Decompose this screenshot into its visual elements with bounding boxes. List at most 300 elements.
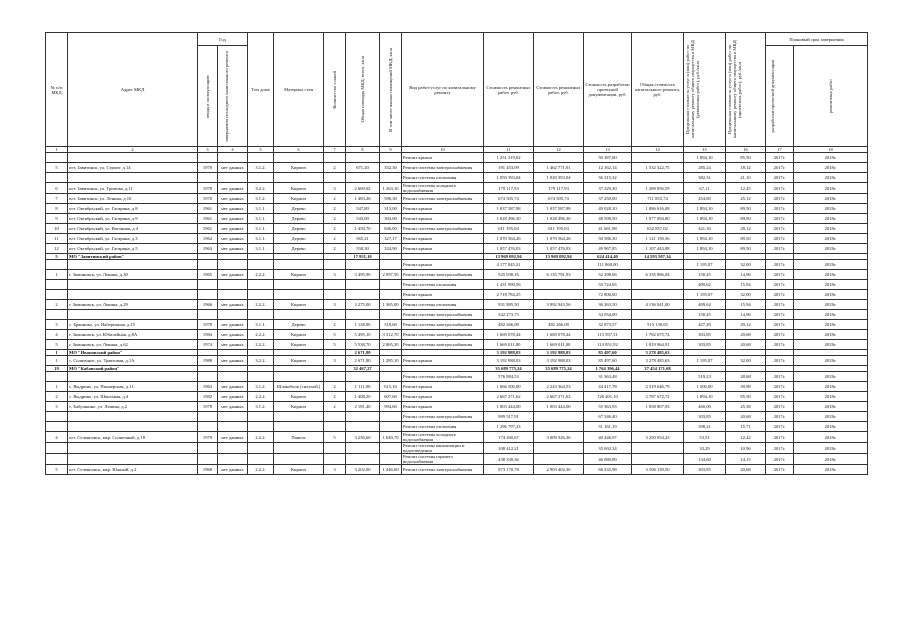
cell-cost-works-2 xyxy=(534,153,584,163)
cell-limit-cost-2: 29,12 xyxy=(726,320,766,330)
cell-address: пгт. Селенгинск, мкр. Южный, д.2 xyxy=(68,465,198,475)
col-number: 13 xyxy=(584,147,632,153)
cell-total-area: 5 538,70 xyxy=(346,340,380,350)
table-row xyxy=(46,465,868,475)
cell-total-area: 3 202,00 xyxy=(346,465,380,475)
cell-term-design: 2017г. xyxy=(766,234,794,244)
cell-limit-cost-1: 303,85 xyxy=(684,465,726,475)
cell-limit-cost-2: 20,68 xyxy=(726,330,766,340)
cell-year-commissioning xyxy=(198,454,218,465)
cell-address: г. Зиминовск, ул. Ленина, д.30 xyxy=(68,270,198,280)
cell-address: с. Выдрино, ул. Пионерская, д.11 xyxy=(68,382,198,392)
col-number: 2 xyxy=(68,147,198,153)
cell-floors xyxy=(324,422,346,432)
cell-cost-works-2: 1 669 011,00 xyxy=(534,340,584,350)
table-row xyxy=(46,183,868,194)
cell-cost-works-1: 674 505,74 xyxy=(484,194,534,204)
cell-year-last-repair: нет данных xyxy=(218,402,248,412)
table-row xyxy=(46,234,868,244)
cell-num: 10 xyxy=(46,224,68,234)
cell-total-area: 558,30 xyxy=(346,244,380,254)
cell-year-last-repair: нет данных xyxy=(218,183,248,194)
cell-year-commissioning: 1970 xyxy=(198,163,218,173)
cell-floors: 5 xyxy=(324,340,346,350)
cell-residential-area: 1 263,10 xyxy=(380,183,402,194)
cell-floors: 2 xyxy=(324,382,346,392)
cell-term-design: 2017г. xyxy=(766,153,794,163)
cell-term-design: 2017г. xyxy=(766,320,794,330)
cell-limit-cost-2: 89,50 xyxy=(726,244,766,254)
cell-term-design: 2017г. xyxy=(766,412,794,422)
col-header-cost-works-2: Стоимость ремонтных работ, руб. xyxy=(534,33,584,147)
col-number: 11 xyxy=(484,147,534,153)
cell-work-type: Ремонт крыши xyxy=(402,153,484,163)
cell-cost-design: 111 868,00 xyxy=(584,260,632,270)
cell-cost-total xyxy=(632,422,684,432)
cell-term-repair: 2018г. xyxy=(794,224,868,234)
cell-cost-total xyxy=(632,412,684,422)
cell-total-area: 1 408,20 xyxy=(346,392,380,402)
cell-residential-area xyxy=(380,412,402,422)
cell-limit-cost-1: 1 195,07 xyxy=(684,290,726,300)
cell-term-repair: 2018г. xyxy=(794,244,868,254)
cell-num xyxy=(46,443,68,454)
cell-num: 6 xyxy=(46,183,68,194)
col-number: 5 xyxy=(248,147,274,153)
cell-limit-cost-2: 14,96 xyxy=(726,310,766,320)
col-number: 14 xyxy=(632,147,684,153)
cell-term-design: 2017г. xyxy=(766,173,794,183)
cell-cost-design: 1 764 396,44 xyxy=(584,366,632,372)
table-row xyxy=(46,432,868,443)
cell-cost-design: 51 161,19 xyxy=(584,422,632,432)
cell-num: 4 xyxy=(46,330,68,340)
cell-term-design: 2017г. xyxy=(766,290,794,300)
cell-year-last-repair: нет данных xyxy=(218,214,248,224)
cell-limit-cost-1: 519,23 xyxy=(684,372,726,382)
cell-total-area xyxy=(346,443,380,454)
cell-wall-material: Кирпич xyxy=(274,392,324,402)
cell-cost-works-2: 1 037 587,98 xyxy=(534,204,584,214)
cell-cost-total: 1 289 056,59 xyxy=(632,183,684,194)
cell-term-repair: 2018г. xyxy=(794,260,868,270)
cell-house-type xyxy=(248,153,274,163)
cell-wall-material: Панель xyxy=(274,432,324,443)
cell-cost-works-1: 4 177 845,21 xyxy=(484,260,534,270)
cell-limit-cost-1: 1 500,00 xyxy=(684,382,726,392)
cell-year-commissioning: 1963 xyxy=(198,244,218,254)
cell-term-repair: 2018г. xyxy=(794,402,868,412)
cell-cost-works-1: 108 412,21 xyxy=(484,443,534,454)
cell-num xyxy=(46,280,68,290)
cell-limit-cost-1: 421,30 xyxy=(684,224,726,234)
cell-term-design: 2017г. xyxy=(766,422,794,432)
table-row xyxy=(46,443,868,454)
cell-cost-design: 48 598,50 xyxy=(584,214,632,224)
cell-cost-design: 37 229,30 xyxy=(584,183,632,194)
cell-year-last-repair xyxy=(218,454,248,465)
cell-work-type: Ремонт системы отопления xyxy=(402,173,484,183)
cell-term-repair: 2018г. xyxy=(794,270,868,280)
cell-cost-total xyxy=(632,454,684,465)
cell-year-commissioning: 1982 xyxy=(198,392,218,402)
cell-limit-cost-1: 150,45 xyxy=(684,270,726,280)
cell-work-type: Ремонт крыши xyxy=(402,204,484,214)
cell-limit-cost-2: 32,00 xyxy=(726,356,766,366)
cell-year-last-repair: нет данных xyxy=(218,224,248,234)
cell-address xyxy=(68,260,198,270)
cell-residential-area xyxy=(380,310,402,320)
cell-cost-total: 2 319 646,79 xyxy=(632,382,684,392)
cell-limit-cost-1: 1 894,10 xyxy=(684,204,726,214)
cell-num xyxy=(46,372,68,382)
col-header-residential-area: В том числе жилых помещений МКД, кв.м xyxy=(380,33,402,147)
cell-cost-total: 515 139,65 xyxy=(632,320,684,330)
cell-cost-works-2: 1 020 393,04 xyxy=(534,173,584,183)
col-number: 16 xyxy=(726,147,766,153)
cell-term-repair: 2018г. xyxy=(794,392,868,402)
cell-limit-cost-1: 1 195,07 xyxy=(684,356,726,366)
cell-year-commissioning: 1979 xyxy=(198,432,218,443)
cell-floors: 2 xyxy=(324,244,346,254)
cell-cost-works-2: 1 070 564,26 xyxy=(534,234,584,244)
col-number: 10 xyxy=(402,147,484,153)
cell-term-repair: 2018г. xyxy=(794,454,868,465)
cell-total-area xyxy=(346,454,380,465)
cell-limit-cost-1: 134,60 xyxy=(684,454,726,465)
cell-wall-material: Кирпич xyxy=(274,465,324,475)
cell-floors: 2 xyxy=(324,320,346,330)
cell-total-area: 3 256,60 xyxy=(346,432,380,443)
col-number: 8 xyxy=(346,147,380,153)
cell-cost-works-1: 1 050 393,04 xyxy=(484,173,534,183)
cell-cost-design: 40 446,97 xyxy=(584,432,632,443)
table-row xyxy=(46,224,868,234)
cell-residential-area: 1 285,10 xyxy=(380,356,402,366)
cell-total-area xyxy=(346,310,380,320)
cell-limit-cost-1: 285,24 xyxy=(684,163,726,173)
cell-cost-works-2 xyxy=(534,280,584,290)
col-header-repair-works: ремонтных работ xyxy=(794,46,868,147)
cell-cost-works-2 xyxy=(534,310,584,320)
cell-cost-design: 44 417,78 xyxy=(584,382,632,392)
cell-total-area xyxy=(346,260,380,270)
cell-address: г. Зиминовск, ул. Юбилейная, д.8А xyxy=(68,330,198,340)
cell-year-last-repair: нет данных xyxy=(218,340,248,350)
cell-cost-works-1: 525 938,16 xyxy=(484,270,534,280)
cell-total-area: 2 671,80 xyxy=(346,356,380,366)
cell-address: с. Солнечное, ул. Трактовая, д.1А xyxy=(68,356,198,366)
cell-residential-area: 1 365,00 xyxy=(380,300,402,310)
cell-address xyxy=(68,153,198,163)
cell-cost-works-2: 13 969 092,94 xyxy=(534,254,584,260)
cell-work-type: Ремонт крыши xyxy=(402,260,484,270)
cell-work-type: Ремонт системы холодного водоснабжения xyxy=(402,183,484,194)
cell-year-commissioning xyxy=(198,443,218,454)
cell-cost-design: 50 586,30 xyxy=(584,234,632,244)
table-row xyxy=(46,153,868,163)
cell-year-last-repair: нет данных xyxy=(218,330,248,340)
cell-wall-material: Кирпич xyxy=(274,183,324,194)
cell-cost-total xyxy=(632,173,684,183)
cell-limit-cost-2: 32,00 xyxy=(726,260,766,270)
cell-year-commissioning xyxy=(198,422,218,432)
cell-total-area: 547,80 xyxy=(346,204,380,214)
cell-work-type: Ремонт системы отопления xyxy=(402,280,484,290)
cell-residential-area: 846,00 xyxy=(380,224,402,234)
col-header-work-type: Вид работ/услуг по капитальному ремонту xyxy=(402,33,484,147)
col-number: 9 xyxy=(380,147,402,153)
cell-residential-area: 607,60 xyxy=(380,392,402,402)
cell-cost-total: 3 278 485,63 xyxy=(632,356,684,366)
cell-term-repair: 2018г. xyxy=(794,310,868,320)
cell-cost-works-1: 1 057 476,03 xyxy=(484,244,534,254)
cell-limit-cost-2: 15,94 xyxy=(726,300,766,310)
cell-num: 11 xyxy=(46,234,68,244)
cell-residential-area: 304,00 xyxy=(380,214,402,224)
cell-work-type: Ремонт системы электроснабжения xyxy=(402,465,484,475)
col-header-floors: Количество этажей xyxy=(324,33,346,147)
table-row xyxy=(46,340,868,350)
cell-cost-works-1: 3 192 988,03 xyxy=(484,350,534,356)
cell-total-area: 2 671,80 xyxy=(346,350,380,356)
cell-limit-cost-2: 89,50 xyxy=(726,204,766,214)
cell-cost-works-1: 1 037 587,98 xyxy=(484,204,534,214)
cell-cost-total xyxy=(632,153,684,163)
cell-work-type: Ремонт крыши xyxy=(402,234,484,244)
cell-floors xyxy=(324,310,346,320)
cell-house-type: 3.1.2. xyxy=(248,163,274,173)
cell-floors: 3 xyxy=(324,465,346,475)
cell-term-design: 2017г. xyxy=(766,454,794,465)
cell-cost-works-2: 2 667 271,62 xyxy=(534,392,584,402)
table-row xyxy=(46,392,868,402)
cell-year-last-repair: нет данных xyxy=(218,204,248,214)
cell-cost-total: 3 106 139,50 xyxy=(632,465,684,475)
cell-cost-works-1: 1 070 564,26 xyxy=(484,234,534,244)
col-header-cost-design: Стоимость разработки проектной документации, руб. xyxy=(584,33,632,147)
cell-house-type: 3.1.2. xyxy=(248,382,274,392)
cell-address: пгт. Селенгинск, мкр. Солнечный, д.18 xyxy=(68,432,198,443)
cell-residential-area xyxy=(380,454,402,465)
cell-year-commissioning: 1961 xyxy=(198,214,218,224)
cell-cost-design: 37 250,00 xyxy=(584,194,632,204)
cell-residential-area xyxy=(380,280,402,290)
cell-cost-works-2: 35 689 775,24 xyxy=(534,366,584,372)
col-header-limit-cost-2: Предельная стоимость услуг и (или) работ по капитальному ремонту общего имущества в МКД (проектных работ), руб./кв.м xyxy=(726,33,766,147)
cell-floors xyxy=(324,454,346,465)
cell-cost-design: 67 346,40 xyxy=(584,412,632,422)
cell-term-design: 2017г. xyxy=(766,330,794,340)
cell-cost-works-1: 576 884,53 xyxy=(484,372,534,382)
cell-year-commissioning xyxy=(198,290,218,300)
cell-house-type: 2.2.2. xyxy=(248,432,274,443)
cell-term-design: 2017г. xyxy=(766,382,794,392)
cell-num xyxy=(46,310,68,320)
cell-wall-material: Кирпич xyxy=(274,330,324,340)
cell-limit-cost-1: 1 894,10 xyxy=(684,214,726,224)
cell-limit-cost-2: 15,71 xyxy=(726,422,766,432)
cell-floors: 2 xyxy=(324,234,346,244)
cell-limit-cost-1: 303,85 xyxy=(684,412,726,422)
cell-work-type: Ремонт крыши xyxy=(402,382,484,392)
cell-address xyxy=(68,310,198,320)
cell-cost-design: 49 967,85 xyxy=(584,244,632,254)
cell-address: МО "Завитинский район" xyxy=(68,254,198,260)
cell-floors xyxy=(324,372,346,382)
table-row xyxy=(46,244,868,254)
cell-house-type xyxy=(248,173,274,183)
table-row xyxy=(46,412,868,422)
cell-total-area: 543,00 xyxy=(346,214,380,224)
cell-house-type: 2.2.2. xyxy=(248,392,274,402)
cell-num: 2 xyxy=(46,300,68,310)
col-number: 1 xyxy=(46,147,68,153)
cell-cost-total: 1 077 094,80 xyxy=(632,214,684,224)
cell-wall-material: Кирпич xyxy=(274,402,324,412)
cell-work-type: Ремонт системы электроснабжения xyxy=(402,310,484,320)
cell-cost-design: 46 080,89 xyxy=(584,454,632,465)
cell-num: 3 xyxy=(46,402,68,412)
cell-total-area: 2 669,02 xyxy=(346,183,380,194)
cell-num: 5 xyxy=(46,254,68,260)
cell-num: 7 xyxy=(46,194,68,204)
cell-num: 12 xyxy=(46,244,68,254)
cell-cost-total: 37 454 171,68 xyxy=(632,366,684,372)
cell-total-area: 1 450,70 xyxy=(346,224,380,234)
cell-total-area xyxy=(346,422,380,432)
cell-num: 1 xyxy=(46,356,68,366)
cell-floors xyxy=(324,153,346,163)
cell-address: пгт. Октябрьский, ул. Гагарина, д.5 xyxy=(68,244,198,254)
cell-cost-design: 49 028,10 xyxy=(584,204,632,214)
cell-year-commissioning: 1961 xyxy=(198,204,218,214)
cell-cost-total: 711 855,74 xyxy=(632,194,684,204)
cell-cost-works-2 xyxy=(534,454,584,465)
cell-num xyxy=(46,153,68,163)
cell-house-type: 2.2.2. xyxy=(248,330,274,340)
cell-cost-works-1: 989 517,91 xyxy=(484,412,534,422)
cell-house-type xyxy=(248,412,274,422)
cell-cost-total xyxy=(632,260,684,270)
cell-term-design: 2017г. xyxy=(766,280,794,290)
cell-work-type: Ремонт системы холодного водоснабжения xyxy=(402,432,484,443)
cell-house-type: 3.1.1. xyxy=(248,320,274,330)
cell-term-repair: 2018г. xyxy=(794,465,868,475)
cell-address xyxy=(68,173,198,183)
cell-limit-cost-2: 39,98 xyxy=(726,382,766,392)
cell-limit-cost-2: 28,12 xyxy=(726,224,766,234)
cell-residential-area: 352,30 xyxy=(380,163,402,173)
col-header-num: № п/п МКД xyxy=(46,33,68,147)
cell-year-last-repair: нет данных xyxy=(218,300,248,310)
cell-floors xyxy=(324,260,346,270)
col-header-design-docs: разработки проектной документации xyxy=(766,46,794,147)
col-header-cost-works-1: Стоимость ремонтных работ, руб. xyxy=(484,33,534,147)
cell-cost-works-2: 2 903 402,36 xyxy=(534,465,584,475)
cell-year-last-repair xyxy=(218,280,248,290)
cell-work-type: Ремонт системы электроснабжения xyxy=(402,224,484,234)
cell-limit-cost-1: 460,00 xyxy=(684,402,726,412)
cell-term-design: 2017г. xyxy=(766,340,794,350)
cell-year-last-repair: нет данных xyxy=(218,234,248,244)
cell-wall-material xyxy=(274,310,324,320)
cell-floors: 3 xyxy=(324,356,346,366)
cell-residential-area: 596,30 xyxy=(380,194,402,204)
cell-year-last-repair: нет данных xyxy=(218,270,248,280)
cell-term-repair: 2018г. xyxy=(794,340,868,350)
cell-cost-total: 2 787 672,72 xyxy=(632,392,684,402)
cell-term-repair: 2018г. xyxy=(794,356,868,366)
cell-cost-design: 32 873,57 xyxy=(584,320,632,330)
cell-cost-works-1: 1 028 496,30 xyxy=(484,214,534,224)
cell-cost-total: 652 857,02 xyxy=(632,224,684,234)
cell-wall-material: Кирпич xyxy=(274,300,324,310)
cell-address: МО "Ивановский район" xyxy=(68,350,198,356)
cell-work-type: Ремонт системы электроснабжения xyxy=(402,194,484,204)
cell-term-repair: 2018г. xyxy=(794,153,868,163)
cell-residential-area xyxy=(380,422,402,432)
cell-work-type: Ремонт системы горячего водоснабжения xyxy=(402,454,484,465)
cell-year-commissioning xyxy=(198,372,218,382)
col-header-year-commissioning: ввода в эксплуатацию xyxy=(198,46,218,147)
cell-year-commissioning: 1978 xyxy=(198,183,218,194)
cell-work-type: Ремонт системы электроснабжения xyxy=(402,372,484,382)
cell-floors: 2 xyxy=(324,163,346,173)
cell-floors: 2 xyxy=(324,224,346,234)
cell-residential-area: 313,00 xyxy=(380,204,402,214)
cell-work-type: Ремонт крыши xyxy=(402,214,484,224)
cell-floors: 3 xyxy=(324,270,346,280)
cell-cost-works-2: 3 192 988,03 xyxy=(534,356,584,366)
cell-cost-total: 1 107 443,88 xyxy=(632,244,684,254)
cell-year-last-repair xyxy=(218,412,248,422)
cell-cost-works-2: 3 009 326,36 xyxy=(534,432,584,443)
cell-wall-material: Кирпич xyxy=(274,340,324,350)
cell-term-design: 2017г. xyxy=(766,310,794,320)
cell-floors xyxy=(324,412,346,422)
cell-cost-design: 113 597,31 xyxy=(584,330,632,340)
col-header-year-group: Год xyxy=(198,33,248,46)
cell-year-commissioning: 1988 xyxy=(198,356,218,366)
cell-address xyxy=(68,422,198,432)
cell-work-type: Ремонт крыши xyxy=(402,392,484,402)
cell-wall-material xyxy=(274,372,324,382)
cell-total-area xyxy=(346,173,380,183)
cell-num: 8 xyxy=(46,204,68,214)
cell-floors xyxy=(324,443,346,454)
cell-total-area: 1 128,90 xyxy=(346,320,380,330)
cell-cost-design: 114 951,92 xyxy=(584,340,632,350)
cell-work-type: Ремонт системы электроснабжения xyxy=(402,340,484,350)
cell-num: 2 xyxy=(46,392,68,402)
table-body xyxy=(46,153,868,475)
col-header-cost-total: Общая стоимость капитального ремонта, руб. xyxy=(632,33,684,147)
cell-year-last-repair xyxy=(218,260,248,270)
cell-cost-works-1: 1 669 078,44 xyxy=(484,330,534,340)
cell-num: 1 xyxy=(46,350,68,356)
cell-total-area xyxy=(346,280,380,290)
cell-address: пгт. Завитинск, ул. Ленина, д.10 xyxy=(68,194,198,204)
cell-address: МО "Кабанский район" xyxy=(68,366,198,372)
cell-wall-material xyxy=(274,173,324,183)
cell-cost-works-2 xyxy=(534,412,584,422)
cell-wall-material xyxy=(274,412,324,422)
cell-cost-works-2: 482 266,08 xyxy=(534,320,584,330)
cell-num xyxy=(46,260,68,270)
cell-house-type: 3.1.2. xyxy=(248,194,274,204)
cell-term-repair: 2018г. xyxy=(794,382,868,392)
